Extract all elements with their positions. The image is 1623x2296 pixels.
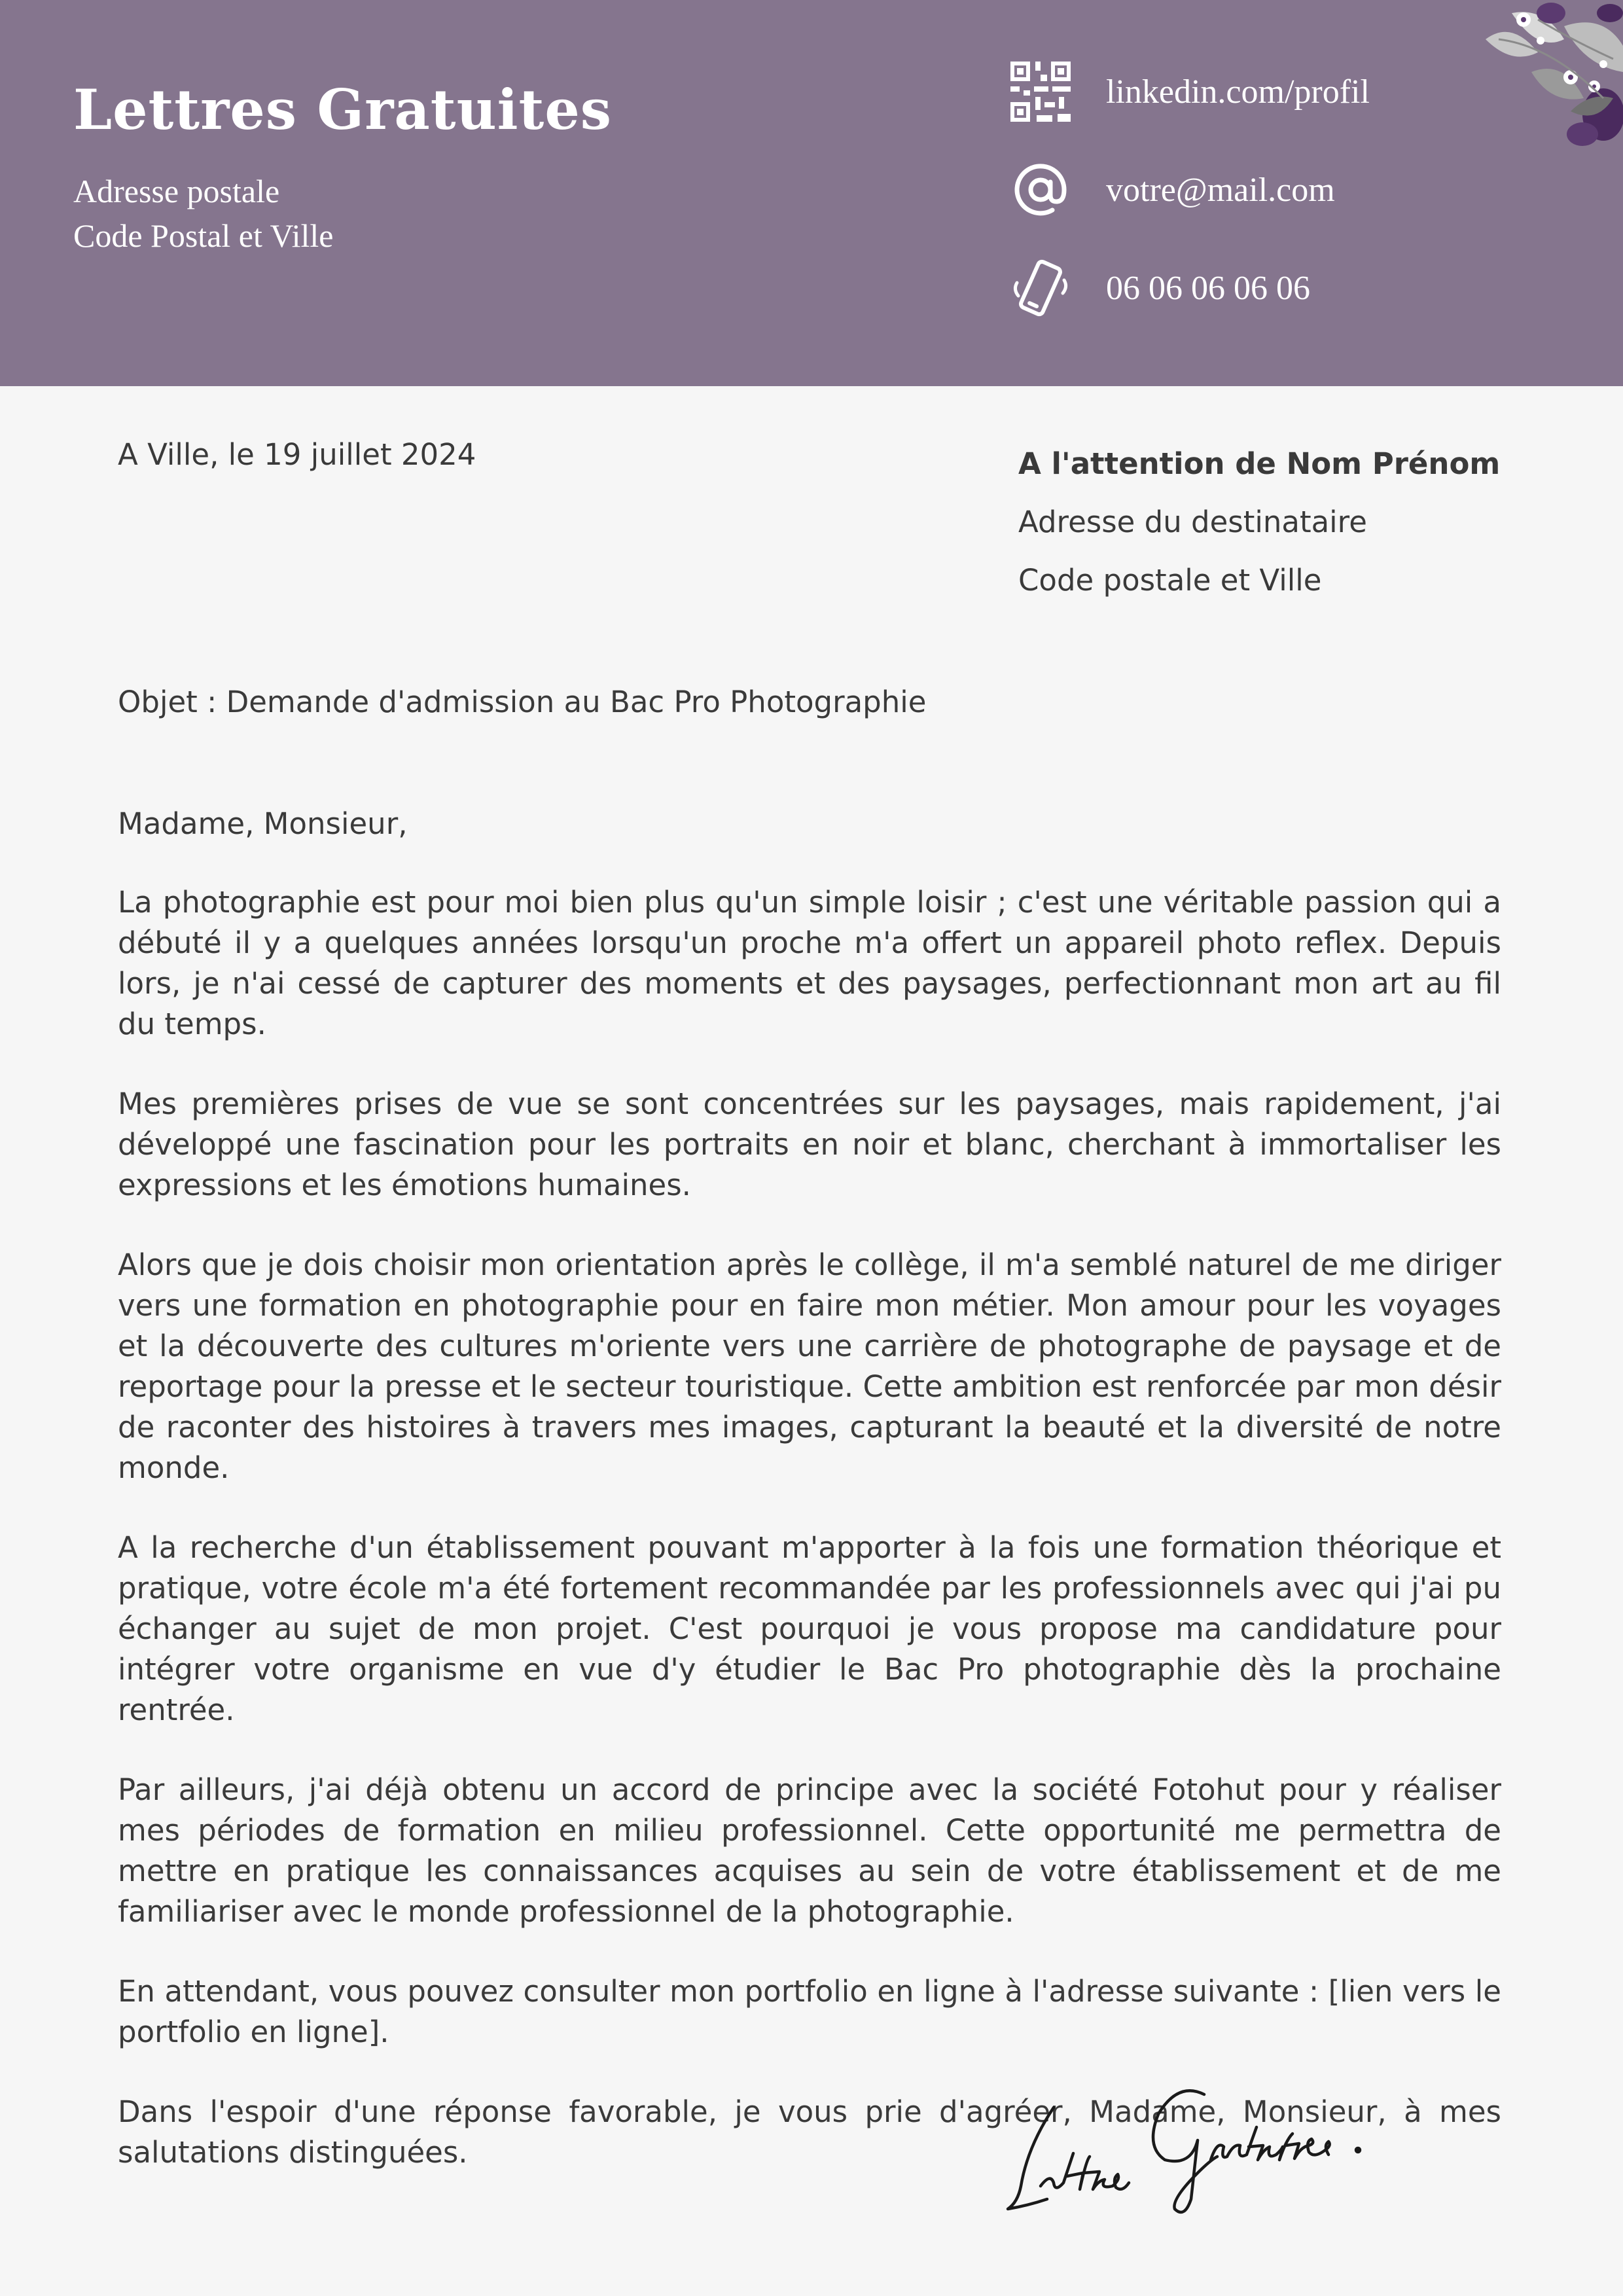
letter-date: A Ville, le 19 juillet 2024 [118, 437, 476, 472]
phone-text: 06 06 06 06 06 [1106, 269, 1310, 307]
sender-name: Lettres Gratuites [73, 77, 613, 142]
contact-linkedin [1008, 59, 1370, 124]
email-text: votre@mail.com [1106, 171, 1335, 209]
sender-address-line1: Adresse postale [73, 173, 280, 209]
floral-decoration [1472, 0, 1623, 157]
letter-object: Objet : Demande d'admission au Bac Pro Photographie [118, 685, 927, 719]
letter-paragraph: Mes premières prises de vue se sont concentrées sur les paysages, mais rapidement, j'ai développé une fascination pour les portraits en noir et blanc, cherchant à immortaliser les expressions et les émotions humaines. [118, 1086, 1501, 1202]
recipient-city: Code postale et Ville [1018, 563, 1322, 598]
signature [1001, 2068, 1381, 2225]
recipient-address: Adresse du destinataire [1018, 505, 1367, 539]
letter-paragraph: En attendant, vous pouvez consulter mon portfolio en ligne à l'adresse suivante : [lien vers le portfolio en ligne]. [118, 1974, 1501, 2049]
contact-email [1008, 157, 1335, 223]
qr-code-icon [1008, 59, 1073, 124]
letter-paragraph: Dans l'espoir d'une réponse favorable, je vous prie d'agréer, Madame, Monsieur, à mes salutations distinguées. [118, 2094, 1501, 2170]
letter-paragraph: La photographie est pour moi bien plus qu'un simple loisir ; c'est une véritable passion qui a débuté il y a quelques années lorsqu'un proche m'a offert un appareil photo reflex. Depuis lors, je n'ai cessé de capturer des moments et des paysages, perfectionnant mon art au fil du temps. [118, 885, 1501, 1041]
linkedin-text: linkedin.com/profil [1106, 73, 1370, 111]
recipient-block [1018, 435, 1500, 609]
contact-phone [1008, 255, 1310, 321]
recipient-name: A l'attention de Nom Prénom [1018, 446, 1501, 481]
letter-paragraph: Par ailleurs, j'ai déjà obtenu un accord de principe avec la société Fotohut pour y réaliser mes périodes de formation en milieu professionnel. Cette opportunité me permettra de mettre en pratique les connaissances acquises au sein de votre établissement et de me familiariser avec le monde professionnel de la photographie. [118, 1772, 1501, 1929]
phone-icon [1008, 255, 1073, 321]
letter-body [118, 804, 1501, 2212]
sender-address-line2: Code Postal et Ville [73, 217, 334, 254]
letter-paragraph: Alors que je dois choisir mon orientation après le collège, il m'a semblé naturel de me diriger vers une formation en photographie pour en faire mon métier. Mon amour pour les voyages et la découverte des cultures m'oriente vers une carrière de photographe de paysage et de reportage pour la presse et le secteur touristique. Cette ambition est renforcée par mon désir de raconter des histoires à travers mes images, capturant la beauté et la diversité de notre monde. [118, 1247, 1501, 1485]
sender-address [73, 169, 333, 258]
letter-greeting: Madame, Monsieur, [118, 806, 408, 841]
letter-paragraph: A la recherche d'un établissement pouvant m'apporter à la fois une formation théorique et pratique, votre école m'a été fortement recommandée par les professionnels avec qui j'ai pu échanger au sujet de mon projet. C'est pourquoi je vous propose ma candidature pour intégrer votre organisme en vue d'y étudier le Bac Pro photographie dès la prochaine rentrée. [118, 1530, 1501, 1727]
letter-header [0, 0, 1623, 386]
at-sign-icon [1008, 157, 1073, 223]
